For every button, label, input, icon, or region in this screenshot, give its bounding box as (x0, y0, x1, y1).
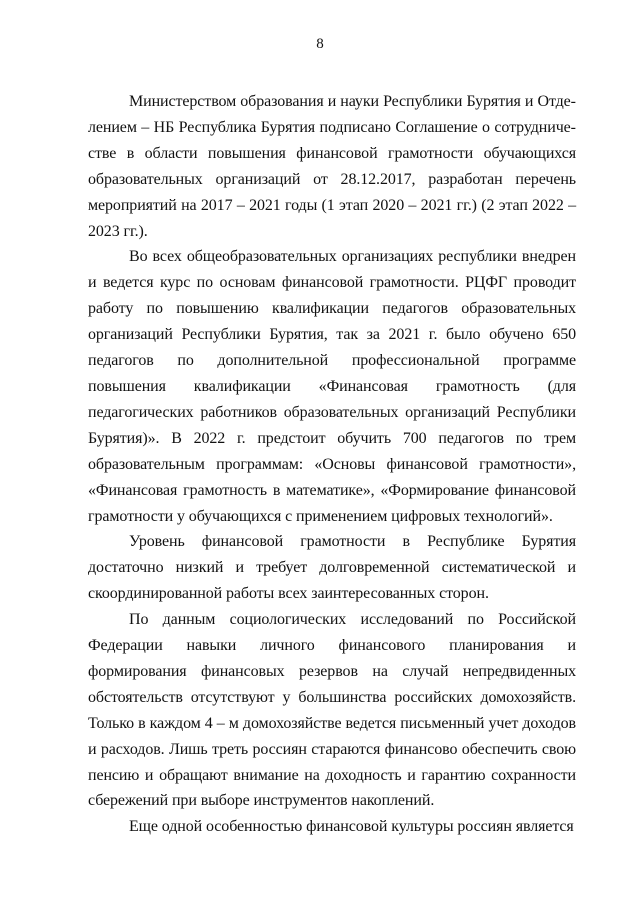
paragraph-financial-culture: Еще одной особенностью финансовой культуры россиян является (129, 818, 574, 836)
page-number: 8 (316, 36, 324, 52)
paragraph-sociological-research: По данным социологических исследований по Российской Федерации навыки личного финансового планирования и формирования финансовых резервов на случай непредвиденных обстоятельств отсутствуют у большинства российских домохозяйств. Только в каждом 4 – м домохозяйстве ведется письменный учет доходов и расходов. Лишь треть россиян стараются финансово обеспечить свою пенсию и обращают внимание на доходность и гарантию сохранности сбережений при выборе инструментов накоплений. (88, 611, 576, 810)
document-body (88, 89, 576, 840)
paragraph-course-training: Во всех общеобразовательных организациях республики внедрен и ведется курс по основам финансовой грамотности. РЦФГ проводит работу по повышению квалификации педагогов образовательных организаций Республики Бурятия, так за 2021 г. было обучено 650 педагогов по дополнительной профессиональной программе повышения квалификации «Финансовая грамотность (для педагогических работников образовательных организаций Республики Бурятия)». В 2022 г. предстоит обучить 700 педагогов по трем образовательным программам: «Основы финансовой грамотности», «Финансовая грамотность в математике», «Формирование финансовой грамотности у обучающихся с применением цифровых технологий». (88, 248, 576, 525)
paragraph-agreement: Министерством образования и науки Республики Бурятия и Отделением – НБ Республика Бурятия подписано Соглашение о сотрудничестве в области повышения финансовой грамотности обучающихся образовательных организаций от 28.12.2017, разработан перечень мероприятий на 2017 – 2021 годы (1 этап 2020 – 2021 гг.) (2 этап 2022 – 2023 гг.). (88, 93, 576, 240)
paragraph-literacy-level: Уровень финансовой грамотности в Республике Бурятия достаточно низкий и требует долговременной систематической и скоординированной работы всех заинтересованных сторон. (88, 533, 576, 603)
